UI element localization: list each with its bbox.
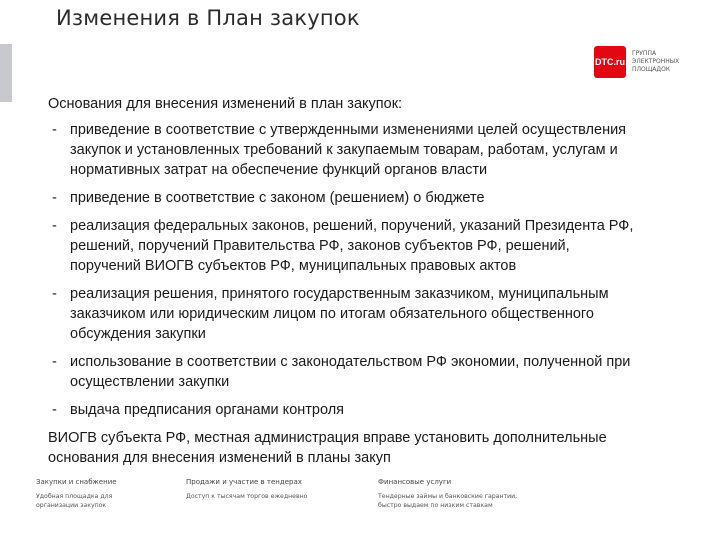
logo-text: [632, 50, 679, 74]
list-item-line: заказчиком или юридическим лицом по итогам обязательного общественного: [70, 306, 594, 322]
logo-text-line: ЭЛЕКТРОННЫХ: [632, 58, 680, 65]
list-dash: -: [52, 190, 57, 206]
list-item-line: приведение в соответствие с законом (решением) о бюджете: [70, 190, 485, 206]
list-dash: -: [52, 122, 57, 138]
list-item-line: закупок и установленных требований к закупаемым товарам, работам, услугам и: [70, 142, 618, 158]
footer-column-sales: [186, 478, 386, 501]
list-item: [48, 216, 698, 276]
list-item-line: приведение в соответствие с утвержденными изменениями целей осуществления: [70, 122, 627, 138]
list-item: [48, 120, 698, 180]
footer-title: Продажи и участие в тендерах: [186, 478, 302, 486]
list-dash: -: [52, 286, 57, 302]
footer-column-finance: [378, 478, 598, 510]
list-item: [48, 400, 698, 420]
list-item-line: реализация федеральных законов, решений, поручений, указаний Президента РФ,: [70, 218, 634, 234]
footer: [36, 478, 696, 518]
company-logo: [594, 44, 694, 80]
list-dash: -: [52, 354, 57, 370]
list-dash: -: [52, 218, 57, 234]
footer-text: Тендерные займы и банковские гарантии,: [378, 493, 518, 500]
list-item: [48, 188, 698, 208]
list-item-line: выдача предписания органами контроля: [70, 402, 345, 418]
list-item: [48, 284, 698, 344]
footer-text: Доступ к тысячам торгов ежедневно: [186, 493, 308, 500]
footer-title: Финансовые услуги: [378, 478, 452, 486]
closing-note: [48, 428, 698, 468]
list-item-line: нормативных затрат на обеспечение функций органов власти: [70, 162, 488, 178]
footer-title: Закупки и снабжение: [36, 478, 117, 486]
list-item: [48, 352, 698, 392]
list-item-line: решений, поручений Правительства РФ, законов субъектов РФ, решений,: [70, 238, 570, 254]
list-item-line: осуществлении закупки: [70, 374, 230, 390]
list-item-line: использование в соответствии с законодательством РФ экономии, полученной при: [70, 354, 631, 370]
note-line: ВИОГВ субъекта РФ, местная администрация вправе установить дополнительные: [48, 430, 607, 446]
section-heading: Основания для внесения изменений в план закупок:: [48, 96, 403, 112]
page-title: Изменения в План закупок: [56, 6, 360, 30]
logo-text-line: ПЛОЩАДОК: [632, 66, 671, 73]
footer-text: Удобная площадка для: [36, 493, 113, 500]
logo-mark: DTC.ru: [594, 46, 626, 78]
list-item-line: поручений ВИОГВ субъектов РФ, муниципальных правовых актов: [70, 258, 517, 274]
list-item-line: обсуждения закупки: [70, 326, 206, 342]
list-dash: -: [52, 402, 57, 418]
footer-text: быстро выдаем по низким ставкам: [378, 502, 493, 509]
footer-text: организации закупок: [36, 502, 107, 509]
list-item-line: реализация решения, принятого государственным заказчиком, муниципальным: [70, 286, 609, 302]
note-line: основания для внесения изменений в планы закуп: [48, 450, 391, 466]
slide-content: [48, 96, 698, 468]
logo-text-line: ГРУППА: [632, 50, 657, 57]
left-accent-bar: [0, 44, 12, 102]
